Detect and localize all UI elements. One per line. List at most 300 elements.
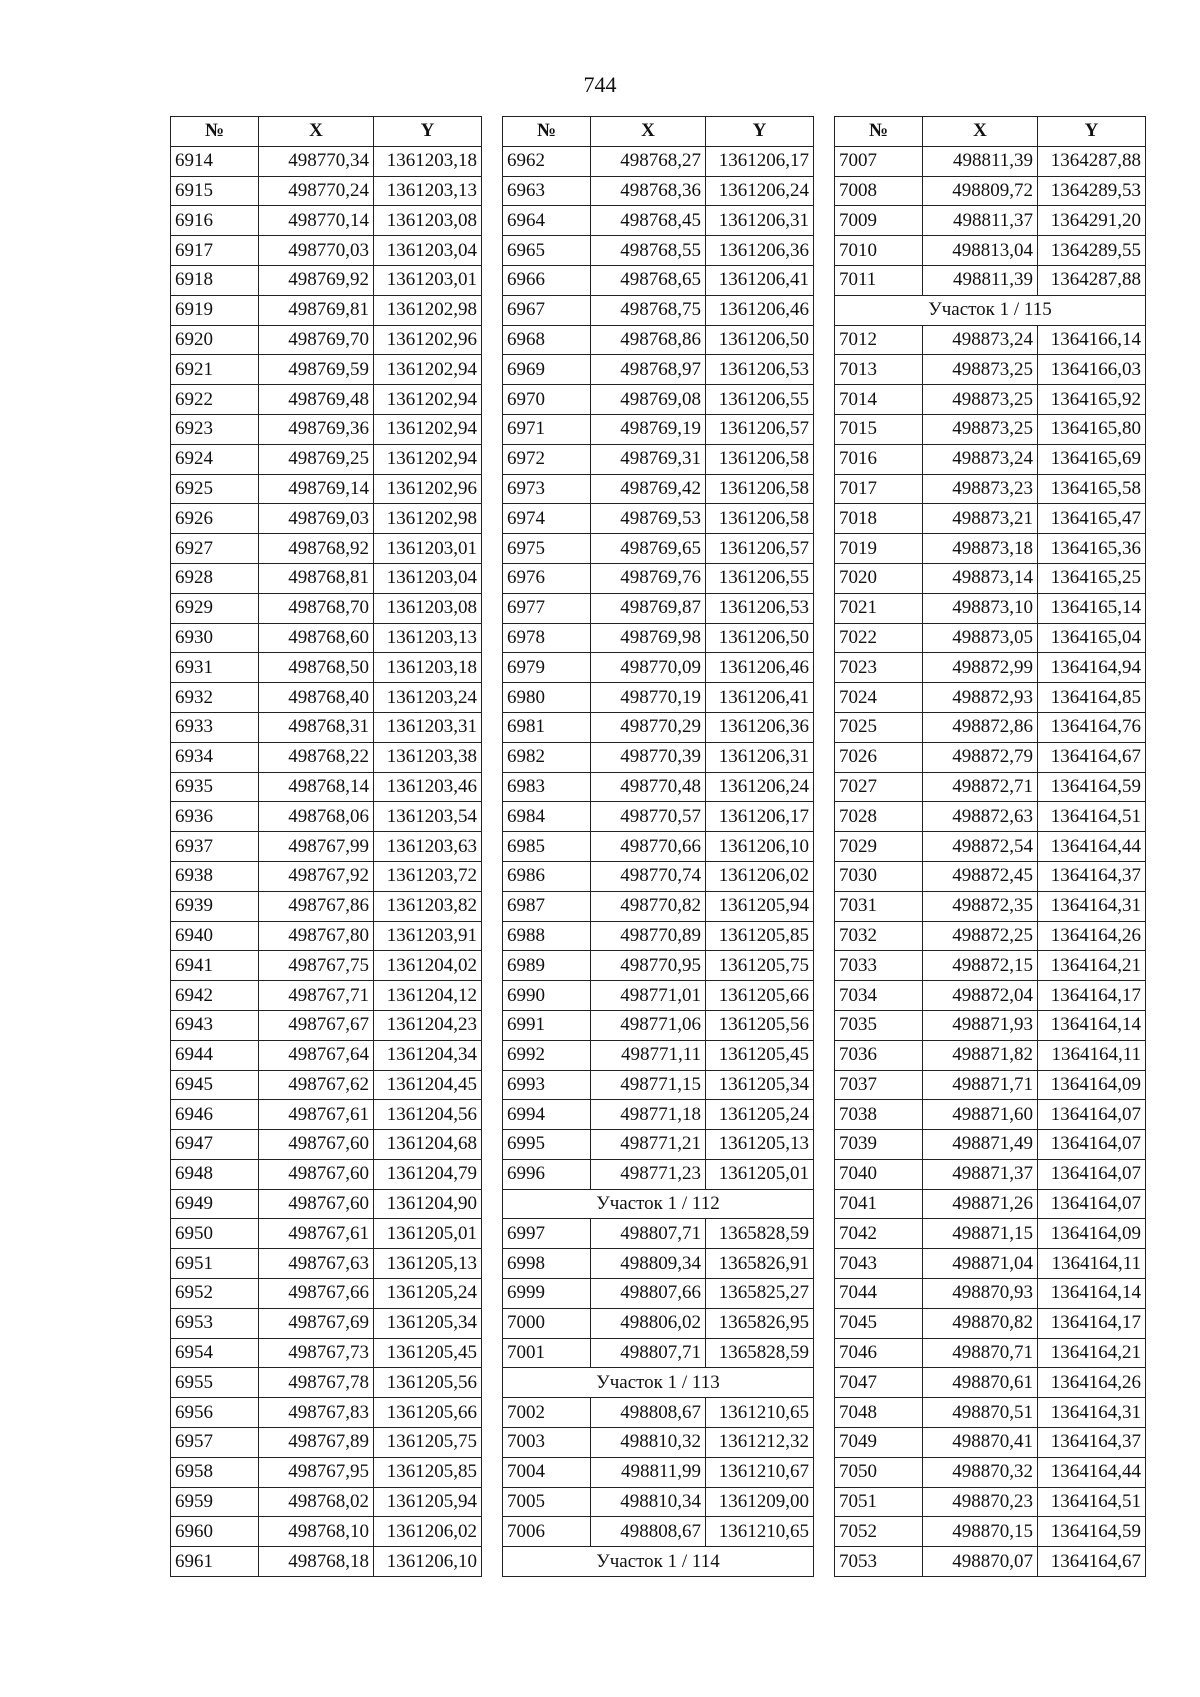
point-number-cell: 7026 <box>835 742 923 772</box>
point-number-cell: 7001 <box>503 1338 591 1368</box>
table-row <box>171 474 482 504</box>
y-coordinate-cell: 1361206,53 <box>706 355 814 385</box>
x-coordinate-cell: 498808,67 <box>591 1398 706 1428</box>
y-coordinate-cell: 1361206,53 <box>706 593 814 623</box>
section-row <box>503 1547 814 1577</box>
x-coordinate-cell: 498767,60 <box>259 1159 374 1189</box>
point-number-cell: 6943 <box>171 1010 259 1040</box>
point-number-cell: 6934 <box>171 742 259 772</box>
table-row <box>503 1457 814 1487</box>
point-number-cell: 6970 <box>503 385 591 415</box>
x-coordinate-cell: 498769,36 <box>259 414 374 444</box>
y-coordinate-cell: 1361205,94 <box>374 1487 482 1517</box>
x-coordinate-cell: 498771,23 <box>591 1159 706 1189</box>
x-coordinate-cell: 498770,03 <box>259 236 374 266</box>
y-coordinate-cell: 1361202,98 <box>374 504 482 534</box>
y-coordinate-cell: 1361205,45 <box>706 1040 814 1070</box>
y-coordinate-cell: 1361205,56 <box>374 1368 482 1398</box>
point-number-cell: 6945 <box>171 1070 259 1100</box>
y-coordinate-cell: 1361204,34 <box>374 1040 482 1070</box>
point-number-cell: 6999 <box>503 1279 591 1309</box>
table-row <box>171 1189 482 1219</box>
point-number-cell: 6987 <box>503 891 591 921</box>
table-row <box>835 1338 1146 1368</box>
x-coordinate-cell: 498767,62 <box>259 1070 374 1100</box>
table-row <box>835 891 1146 921</box>
table-row <box>503 1308 814 1338</box>
table-row <box>835 1130 1146 1160</box>
point-number-cell: 6997 <box>503 1219 591 1249</box>
point-number-cell: 6968 <box>503 325 591 355</box>
point-number-cell: 7017 <box>835 474 923 504</box>
y-coordinate-cell: 1361206,36 <box>706 712 814 742</box>
x-coordinate-cell: 498811,99 <box>591 1457 706 1487</box>
x-coordinate-cell: 498806,02 <box>591 1308 706 1338</box>
point-number-cell: 6949 <box>171 1189 259 1219</box>
point-number-cell: 7042 <box>835 1219 923 1249</box>
point-number-cell: 6940 <box>171 921 259 951</box>
table-row <box>171 951 482 981</box>
point-number-cell: 7013 <box>835 355 923 385</box>
y-coordinate-cell: 1361206,58 <box>706 504 814 534</box>
y-coordinate-cell: 1361203,91 <box>374 921 482 951</box>
table-row <box>171 1130 482 1160</box>
point-number-cell: 6962 <box>503 146 591 176</box>
x-coordinate-cell: 498768,22 <box>259 742 374 772</box>
x-coordinate-cell: 498871,15 <box>923 1219 1038 1249</box>
x-coordinate-cell: 498870,23 <box>923 1487 1038 1517</box>
x-coordinate-cell: 498769,59 <box>259 355 374 385</box>
x-coordinate-cell: 498872,93 <box>923 683 1038 713</box>
y-coordinate-cell: 1361205,66 <box>374 1398 482 1428</box>
table-row <box>835 683 1146 713</box>
point-number-cell: 7025 <box>835 712 923 742</box>
x-coordinate-cell: 498769,14 <box>259 474 374 504</box>
table-row <box>835 1070 1146 1100</box>
x-coordinate-cell: 498770,66 <box>591 832 706 862</box>
x-coordinate-cell: 498770,34 <box>259 146 374 176</box>
point-number-cell: 7035 <box>835 1010 923 1040</box>
x-coordinate-cell: 498770,57 <box>591 802 706 832</box>
point-number-cell: 6944 <box>171 1040 259 1070</box>
x-coordinate-cell: 498870,93 <box>923 1279 1038 1309</box>
table-row <box>171 1547 482 1577</box>
point-number-cell: 6916 <box>171 206 259 236</box>
y-coordinate-cell: 1361206,17 <box>706 146 814 176</box>
x-coordinate-cell: 498769,08 <box>591 385 706 415</box>
y-coordinate-cell: 1364289,53 <box>1038 176 1146 206</box>
table-row <box>171 742 482 772</box>
x-coordinate-cell: 498767,89 <box>259 1428 374 1458</box>
table-row <box>835 1428 1146 1458</box>
x-coordinate-cell: 498771,21 <box>591 1130 706 1160</box>
y-coordinate-cell: 1361206,41 <box>706 265 814 295</box>
x-coordinate-cell: 498768,70 <box>259 593 374 623</box>
y-coordinate-cell: 1361205,34 <box>706 1070 814 1100</box>
table-row <box>171 921 482 951</box>
y-coordinate-cell: 1361205,45 <box>374 1338 482 1368</box>
table-row <box>835 593 1146 623</box>
x-coordinate-cell: 498871,26 <box>923 1189 1038 1219</box>
y-coordinate-cell: 1361210,67 <box>706 1457 814 1487</box>
y-coordinate-cell: 1361202,94 <box>374 385 482 415</box>
x-coordinate-cell: 498767,73 <box>259 1338 374 1368</box>
y-coordinate-cell: 1364165,25 <box>1038 563 1146 593</box>
x-coordinate-cell: 498870,15 <box>923 1517 1038 1547</box>
point-number-cell: 7045 <box>835 1308 923 1338</box>
y-coordinate-cell: 1361203,24 <box>374 683 482 713</box>
table-row <box>171 563 482 593</box>
table-row <box>835 1279 1146 1309</box>
x-coordinate-cell: 498768,06 <box>259 802 374 832</box>
table-row <box>835 742 1146 772</box>
x-coordinate-cell: 498872,54 <box>923 832 1038 862</box>
point-number-cell: 7022 <box>835 623 923 653</box>
point-number-cell: 6918 <box>171 265 259 295</box>
point-number-cell: 6967 <box>503 295 591 325</box>
y-coordinate-cell: 1364164,51 <box>1038 1487 1146 1517</box>
table-row <box>835 712 1146 742</box>
y-coordinate-cell: 1364164,31 <box>1038 1398 1146 1428</box>
table-row <box>503 1428 814 1458</box>
table-row <box>171 414 482 444</box>
point-number-cell: 7044 <box>835 1279 923 1309</box>
table-row <box>503 236 814 266</box>
table-row <box>171 1428 482 1458</box>
y-coordinate-cell: 1361203,08 <box>374 593 482 623</box>
table-row <box>171 206 482 236</box>
y-coordinate-cell: 1361205,24 <box>374 1279 482 1309</box>
point-number-cell: 6998 <box>503 1249 591 1279</box>
y-coordinate-cell: 1361204,02 <box>374 951 482 981</box>
y-coordinate-cell: 1364164,07 <box>1038 1100 1146 1130</box>
point-number-cell: 6915 <box>171 176 259 206</box>
x-coordinate-cell: 498873,24 <box>923 444 1038 474</box>
point-number-cell: 6979 <box>503 653 591 683</box>
y-coordinate-cell: 1364166,03 <box>1038 355 1146 385</box>
y-coordinate-cell: 1364164,76 <box>1038 712 1146 742</box>
y-coordinate-cell: 1361203,18 <box>374 146 482 176</box>
section-row <box>503 1368 814 1398</box>
y-coordinate-cell: 1364164,09 <box>1038 1070 1146 1100</box>
x-coordinate-cell: 498767,60 <box>259 1130 374 1160</box>
x-coordinate-cell: 498771,11 <box>591 1040 706 1070</box>
point-number-cell: 6976 <box>503 563 591 593</box>
table-row <box>835 832 1146 862</box>
y-coordinate-cell: 1364165,47 <box>1038 504 1146 534</box>
table-row <box>171 683 482 713</box>
point-number-cell: 6917 <box>171 236 259 266</box>
x-coordinate-cell: 498768,31 <box>259 712 374 742</box>
y-coordinate-cell: 1361203,54 <box>374 802 482 832</box>
point-number-cell: 6975 <box>503 534 591 564</box>
point-number-cell: 7014 <box>835 385 923 415</box>
y-coordinate-cell: 1361203,82 <box>374 891 482 921</box>
table-row <box>171 504 482 534</box>
table-row <box>835 951 1146 981</box>
point-number-cell: 6936 <box>171 802 259 832</box>
y-coordinate-cell: 1361206,57 <box>706 414 814 444</box>
x-coordinate-cell: 498771,01 <box>591 981 706 1011</box>
table-row <box>503 921 814 951</box>
x-coordinate-cell: 498809,34 <box>591 1249 706 1279</box>
y-coordinate-cell: 1361206,58 <box>706 444 814 474</box>
x-coordinate-cell: 498767,60 <box>259 1189 374 1219</box>
section-title: Участок 1 / 115 <box>835 295 1146 325</box>
table-row <box>835 414 1146 444</box>
table-row <box>503 563 814 593</box>
x-coordinate-cell: 498811,39 <box>923 265 1038 295</box>
table-row <box>835 206 1146 236</box>
point-number-cell: 7008 <box>835 176 923 206</box>
table-row <box>835 325 1146 355</box>
y-coordinate-cell: 1361205,94 <box>706 891 814 921</box>
point-number-cell: 6919 <box>171 295 259 325</box>
point-number-cell: 7043 <box>835 1249 923 1279</box>
x-coordinate-cell: 498770,89 <box>591 921 706 951</box>
y-coordinate-cell: 1361210,65 <box>706 1517 814 1547</box>
y-coordinate-cell: 1361202,94 <box>374 414 482 444</box>
x-coordinate-cell: 498870,41 <box>923 1428 1038 1458</box>
y-coordinate-cell: 1361206,50 <box>706 623 814 653</box>
table-row <box>503 355 814 385</box>
x-coordinate-cell: 498810,32 <box>591 1428 706 1458</box>
table-row <box>835 444 1146 474</box>
point-number-cell: 6937 <box>171 832 259 862</box>
point-number-cell: 7041 <box>835 1189 923 1219</box>
y-coordinate-cell: 1364165,80 <box>1038 414 1146 444</box>
y-coordinate-cell: 1361206,50 <box>706 325 814 355</box>
y-coordinate-cell: 1361206,46 <box>706 653 814 683</box>
table-row <box>835 563 1146 593</box>
y-coordinate-cell: 1361206,57 <box>706 534 814 564</box>
point-number-cell: 7048 <box>835 1398 923 1428</box>
point-number-cell: 6939 <box>171 891 259 921</box>
x-coordinate-cell: 498870,07 <box>923 1547 1038 1577</box>
table-row <box>171 981 482 1011</box>
table-row <box>171 444 482 474</box>
table-row <box>835 802 1146 832</box>
table-row <box>171 325 482 355</box>
point-number-cell: 6953 <box>171 1308 259 1338</box>
page-number: 744 <box>583 72 617 97</box>
point-number-cell: 6946 <box>171 1100 259 1130</box>
point-number-cell: 7032 <box>835 921 923 951</box>
x-coordinate-cell: 498872,63 <box>923 802 1038 832</box>
y-coordinate-cell: 1361204,90 <box>374 1189 482 1219</box>
x-coordinate-cell: 498768,40 <box>259 683 374 713</box>
point-number-cell: 6959 <box>171 1487 259 1517</box>
table-row <box>503 1279 814 1309</box>
table-row <box>171 295 482 325</box>
table-row <box>503 265 814 295</box>
y-coordinate-cell: 1361206,58 <box>706 474 814 504</box>
x-coordinate-cell: 498872,99 <box>923 653 1038 683</box>
point-number-cell: 7030 <box>835 861 923 891</box>
y-coordinate-cell: 1361202,96 <box>374 325 482 355</box>
x-coordinate-cell: 498771,18 <box>591 1100 706 1130</box>
x-coordinate-cell: 498769,53 <box>591 504 706 534</box>
x-coordinate-cell: 498770,82 <box>591 891 706 921</box>
x-coordinate-cell: 498768,45 <box>591 206 706 236</box>
coordinates-table-3 <box>834 116 1146 1577</box>
point-number-cell: 6924 <box>171 444 259 474</box>
table-row <box>503 623 814 653</box>
table-row <box>503 772 814 802</box>
section-title: Участок 1 / 113 <box>503 1368 814 1398</box>
x-coordinate-cell: 498767,71 <box>259 981 374 1011</box>
table-row <box>171 802 482 832</box>
table-row <box>171 1249 482 1279</box>
y-coordinate-cell: 1364164,09 <box>1038 1219 1146 1249</box>
table-row <box>835 176 1146 206</box>
y-coordinate-cell: 1364164,07 <box>1038 1159 1146 1189</box>
table-row <box>171 355 482 385</box>
point-number-cell: 6984 <box>503 802 591 832</box>
table-row <box>835 1398 1146 1428</box>
y-coordinate-cell: 1361204,12 <box>374 981 482 1011</box>
point-number-cell: 7006 <box>503 1517 591 1547</box>
point-number-cell: 6969 <box>503 355 591 385</box>
y-coordinate-cell: 1361206,02 <box>374 1517 482 1547</box>
x-coordinate-cell: 498811,37 <box>923 206 1038 236</box>
y-coordinate-cell: 1361203,04 <box>374 563 482 593</box>
table-row <box>503 1249 814 1279</box>
point-number-cell: 7051 <box>835 1487 923 1517</box>
point-number-cell: 6965 <box>503 236 591 266</box>
header-x: X <box>259 117 374 147</box>
y-coordinate-cell: 1361203,13 <box>374 176 482 206</box>
table-row <box>835 474 1146 504</box>
y-coordinate-cell: 1364165,58 <box>1038 474 1146 504</box>
table-row <box>503 295 814 325</box>
x-coordinate-cell: 498872,04 <box>923 981 1038 1011</box>
table-row <box>503 593 814 623</box>
point-number-cell: 6925 <box>171 474 259 504</box>
x-coordinate-cell: 498769,70 <box>259 325 374 355</box>
x-coordinate-cell: 498770,09 <box>591 653 706 683</box>
x-coordinate-cell: 498767,64 <box>259 1040 374 1070</box>
y-coordinate-cell: 1364166,14 <box>1038 325 1146 355</box>
table-row <box>171 593 482 623</box>
x-coordinate-cell: 498872,45 <box>923 861 1038 891</box>
table-row <box>503 1487 814 1517</box>
point-number-cell: 7053 <box>835 1547 923 1577</box>
y-coordinate-cell: 1361202,96 <box>374 474 482 504</box>
header-y: Y <box>706 117 814 147</box>
y-coordinate-cell: 1364164,67 <box>1038 1547 1146 1577</box>
y-coordinate-cell: 1364287,88 <box>1038 146 1146 176</box>
table-row <box>503 683 814 713</box>
x-coordinate-cell: 498870,61 <box>923 1368 1038 1398</box>
table-row <box>835 1249 1146 1279</box>
x-coordinate-cell: 498769,25 <box>259 444 374 474</box>
y-coordinate-cell: 1361203,46 <box>374 772 482 802</box>
point-number-cell: 7049 <box>835 1428 923 1458</box>
point-number-cell: 6960 <box>171 1517 259 1547</box>
point-number-cell: 6980 <box>503 683 591 713</box>
point-number-cell: 6921 <box>171 355 259 385</box>
x-coordinate-cell: 498872,25 <box>923 921 1038 951</box>
x-coordinate-cell: 498768,92 <box>259 534 374 564</box>
y-coordinate-cell: 1364291,20 <box>1038 206 1146 236</box>
x-coordinate-cell: 498769,81 <box>259 295 374 325</box>
point-number-cell: 7039 <box>835 1130 923 1160</box>
x-coordinate-cell: 498871,37 <box>923 1159 1038 1189</box>
y-coordinate-cell: 1365828,59 <box>706 1219 814 1249</box>
y-coordinate-cell: 1364164,44 <box>1038 832 1146 862</box>
y-coordinate-cell: 1361206,10 <box>706 832 814 862</box>
x-coordinate-cell: 498870,82 <box>923 1308 1038 1338</box>
point-number-cell: 6993 <box>503 1070 591 1100</box>
x-coordinate-cell: 498768,65 <box>591 265 706 295</box>
table-row <box>171 1487 482 1517</box>
x-coordinate-cell: 498767,86 <box>259 891 374 921</box>
x-coordinate-cell: 498871,71 <box>923 1070 1038 1100</box>
y-coordinate-cell: 1364164,44 <box>1038 1457 1146 1487</box>
table-row <box>835 1040 1146 1070</box>
y-coordinate-cell: 1364164,94 <box>1038 653 1146 683</box>
y-coordinate-cell: 1364164,85 <box>1038 683 1146 713</box>
y-coordinate-cell: 1361203,01 <box>374 265 482 295</box>
x-coordinate-cell: 498873,18 <box>923 534 1038 564</box>
table-row <box>835 534 1146 564</box>
x-coordinate-cell: 498771,06 <box>591 1010 706 1040</box>
header-row <box>835 117 1146 147</box>
y-coordinate-cell: 1361206,31 <box>706 742 814 772</box>
table-row <box>503 1338 814 1368</box>
y-coordinate-cell: 1361205,13 <box>706 1130 814 1160</box>
x-coordinate-cell: 498771,15 <box>591 1070 706 1100</box>
point-number-cell: 6923 <box>171 414 259 444</box>
x-coordinate-cell: 498770,74 <box>591 861 706 891</box>
point-number-cell: 6952 <box>171 1279 259 1309</box>
y-coordinate-cell: 1361206,02 <box>706 861 814 891</box>
y-coordinate-cell: 1364164,11 <box>1038 1249 1146 1279</box>
x-coordinate-cell: 498807,71 <box>591 1338 706 1368</box>
x-coordinate-cell: 498767,80 <box>259 921 374 951</box>
y-coordinate-cell: 1361203,63 <box>374 832 482 862</box>
table-row <box>171 1219 482 1249</box>
point-number-cell: 6935 <box>171 772 259 802</box>
y-coordinate-cell: 1365826,95 <box>706 1308 814 1338</box>
header-x: X <box>923 117 1038 147</box>
point-number-cell: 7050 <box>835 1457 923 1487</box>
x-coordinate-cell: 498767,78 <box>259 1368 374 1398</box>
y-coordinate-cell: 1364164,26 <box>1038 1368 1146 1398</box>
point-number-cell: 6929 <box>171 593 259 623</box>
table-row <box>835 385 1146 415</box>
y-coordinate-cell: 1361206,10 <box>374 1547 482 1577</box>
x-coordinate-cell: 498767,92 <box>259 861 374 891</box>
section-title: Участок 1 / 112 <box>503 1189 814 1219</box>
table-row <box>835 355 1146 385</box>
y-coordinate-cell: 1361204,68 <box>374 1130 482 1160</box>
point-number-cell: 7004 <box>503 1457 591 1487</box>
x-coordinate-cell: 498873,10 <box>923 593 1038 623</box>
y-coordinate-cell: 1361203,08 <box>374 206 482 236</box>
table-row <box>171 832 482 862</box>
point-number-cell: 6951 <box>171 1249 259 1279</box>
y-coordinate-cell: 1361206,24 <box>706 772 814 802</box>
table-row <box>503 742 814 772</box>
header-num: № <box>171 117 259 147</box>
point-number-cell: 7047 <box>835 1368 923 1398</box>
table-row <box>835 1457 1146 1487</box>
x-coordinate-cell: 498767,75 <box>259 951 374 981</box>
point-number-cell: 6973 <box>503 474 591 504</box>
y-coordinate-cell: 1364165,36 <box>1038 534 1146 564</box>
